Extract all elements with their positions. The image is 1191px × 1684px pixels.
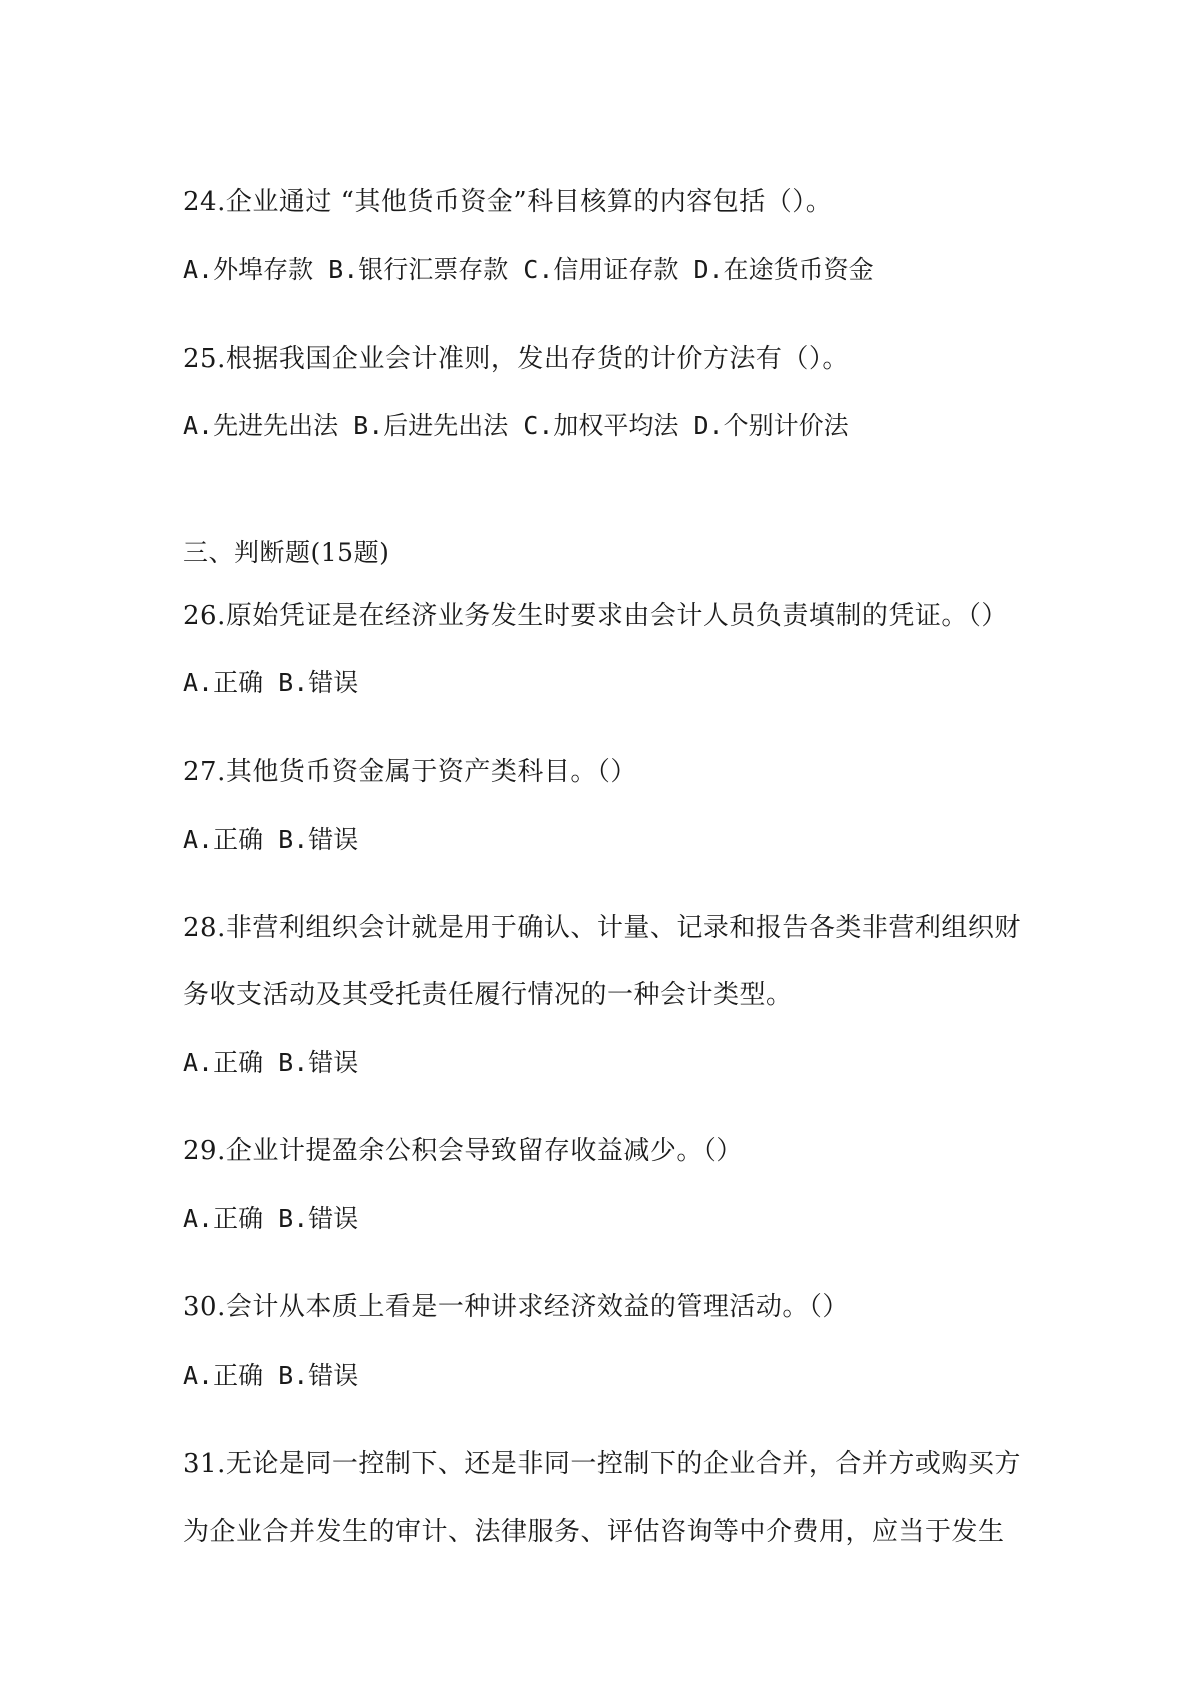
question-26-options: A.正确 B.错误 — [183, 668, 359, 697]
question-29-options: A.正确 B.错误 — [183, 1204, 359, 1233]
question-24-options: A.外埠存款 B.银行汇票存款 C.信用证存款 D.在途货币资金 — [183, 255, 874, 284]
question-26-text: 26.原始凭证是在经济业务发生时要求由会计人员负责填制的凭证。（） — [183, 601, 1008, 631]
question-28-options: A.正确 B.错误 — [183, 1048, 359, 1077]
question-25-options: A.先进先出法 B.后进先出法 C.加权平均法 D.个别计价法 — [183, 411, 849, 440]
question-28-text-line2: 务收支活动及其受托责任履行情况的一种会计类型。 — [183, 980, 793, 1010]
question-27-text: 27.其他货币资金属于资产类科目。（） — [183, 757, 637, 787]
question-27-options: A.正确 B.错误 — [183, 825, 359, 854]
question-24-text: 24.企业通过 “其他货币资金”科目核算的内容包括（）。 — [183, 187, 833, 217]
question-29-text: 29.企业计提盈余公积会导致留存收益减少。（） — [183, 1136, 743, 1166]
question-25-text: 25.根据我国企业会计准则，发出存货的计价方法有（）。 — [183, 344, 849, 374]
section-heading: 三、判断题(15题) — [183, 538, 390, 567]
question-31-text-line2: 为企业合并发生的审计、法律服务、评估咨询等中介费用，应当于发生 — [183, 1517, 1005, 1547]
question-31-text-line1: 31.无论是同一控制下、还是非同一控制下的企业合并，合并方或购买方 — [183, 1449, 1021, 1479]
question-28-text-line1: 28.非营利组织会计就是用于确认、计量、记录和报告各类非营利组织财 — [183, 913, 1021, 943]
question-30-options: A.正确 B.错误 — [183, 1361, 359, 1390]
question-30-text: 30.会计从本质上看是一种讲求经济效益的管理活动。（） — [183, 1292, 849, 1322]
